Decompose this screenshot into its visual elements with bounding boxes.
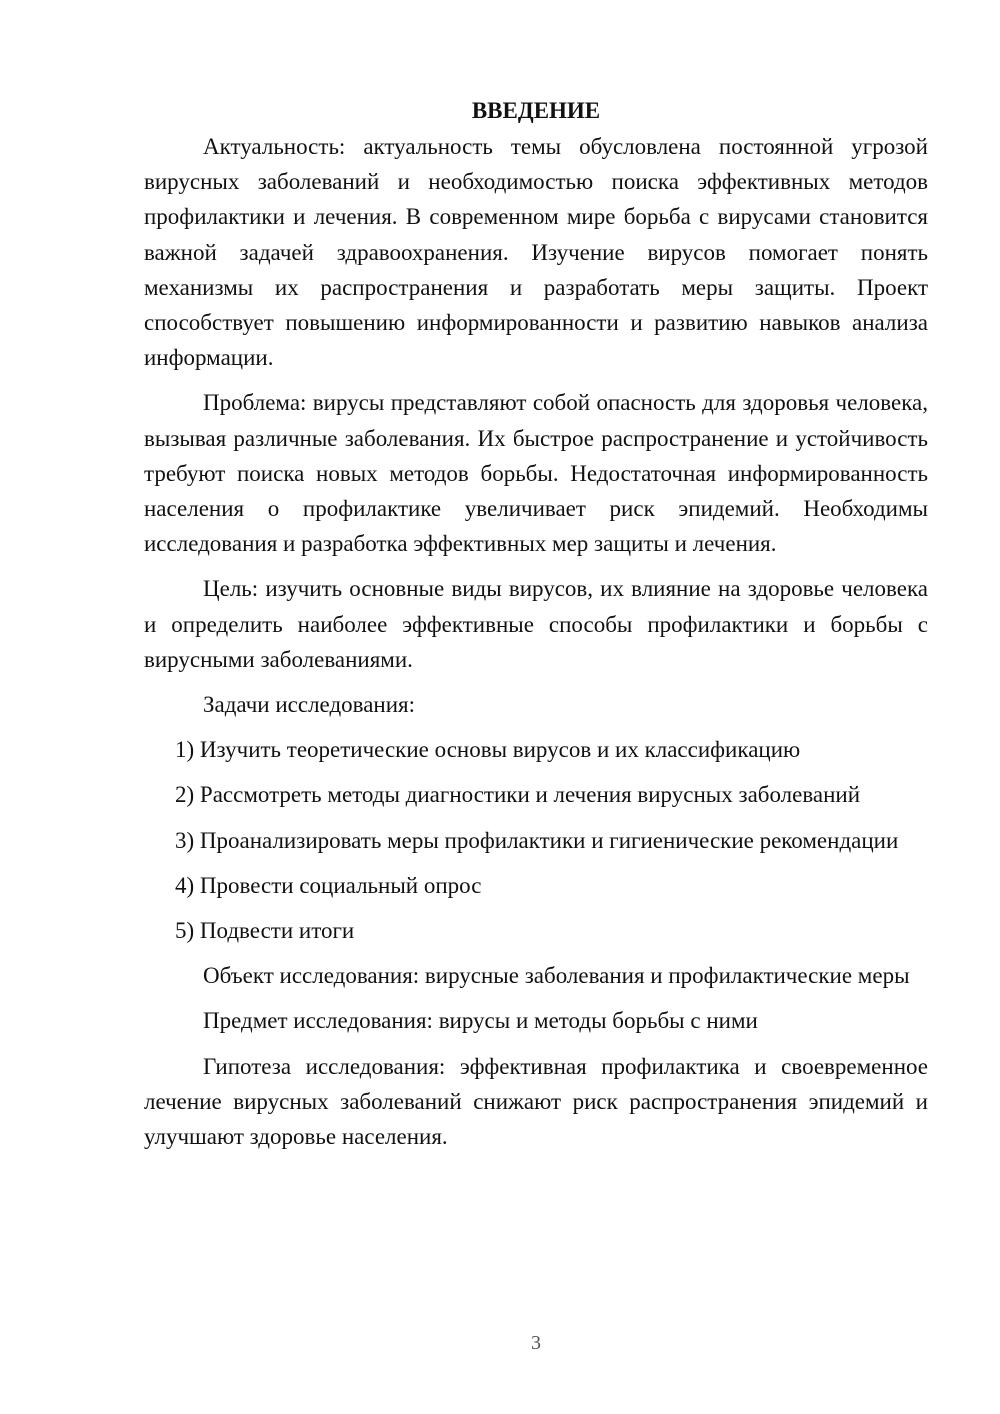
- task-item: 3) Проанализировать меры профилактики и гигиенические рекомендации: [175, 827, 899, 853]
- page-content: [144, 93, 928, 1164]
- paragraph-hypothesis: Гипотеза исследования: эффективная профилактика и своевременное лечение вирусных заболеваний снижают риск распространения эпидемий и улучшают здоровье населения.: [144, 1053, 928, 1150]
- paragraph-object: Объект исследования: вирусные заболевания и профилактические меры: [203, 963, 910, 989]
- tasks-heading: Задачи исследования:: [203, 692, 416, 718]
- task-item: 2) Рассмотреть методы диагностики и лечения вирусных заболеваний: [175, 782, 861, 808]
- task-item: 4) Провести социальный опрос: [175, 872, 482, 898]
- task-item: 5) Подвести итоги: [175, 918, 355, 944]
- paragraph-goal: Цель: изучить основные виды вирусов, их влияние на здоровье человека и определить наиболее эффективные способы профилактики и борьбы с вирусными заболеваниями.: [144, 576, 928, 672]
- task-item: 1) Изучить теоретические основы вирусов и их классификацию: [175, 737, 801, 763]
- paragraph-subject: Предмет исследования: вирусы и методы борьбы с ними: [203, 1008, 758, 1034]
- paragraph-problem: Проблема: вирусы представляют собой опасность для здоровья человека, вызывая различные заболевания. Их быстрое распространение и устойчивость требуют поиска новых методов борьбы. Недостаточная информированность населения о профилактике увеличивает риск эпидемий. Необходимы исследования и разработка эффективных мер защиты и лечения.: [144, 390, 928, 557]
- paragraph-relevance: Актуальность: актуальность темы обусловлена постоянной угрозой вирусных заболеваний и необходимостью поиска эффективных методов профилактики и лечения. В современном мире борьба с вирусами становится важной задачей здравоохранения. Изучение вирусов помогает понять механизмы их распространения и разработать меры защиты. Проект способствует повышению информированности и развитию навыков анализа информации.: [144, 134, 928, 371]
- section-title: ВВЕДЕНИЕ: [471, 98, 601, 123]
- page-number: 3: [531, 1332, 541, 1354]
